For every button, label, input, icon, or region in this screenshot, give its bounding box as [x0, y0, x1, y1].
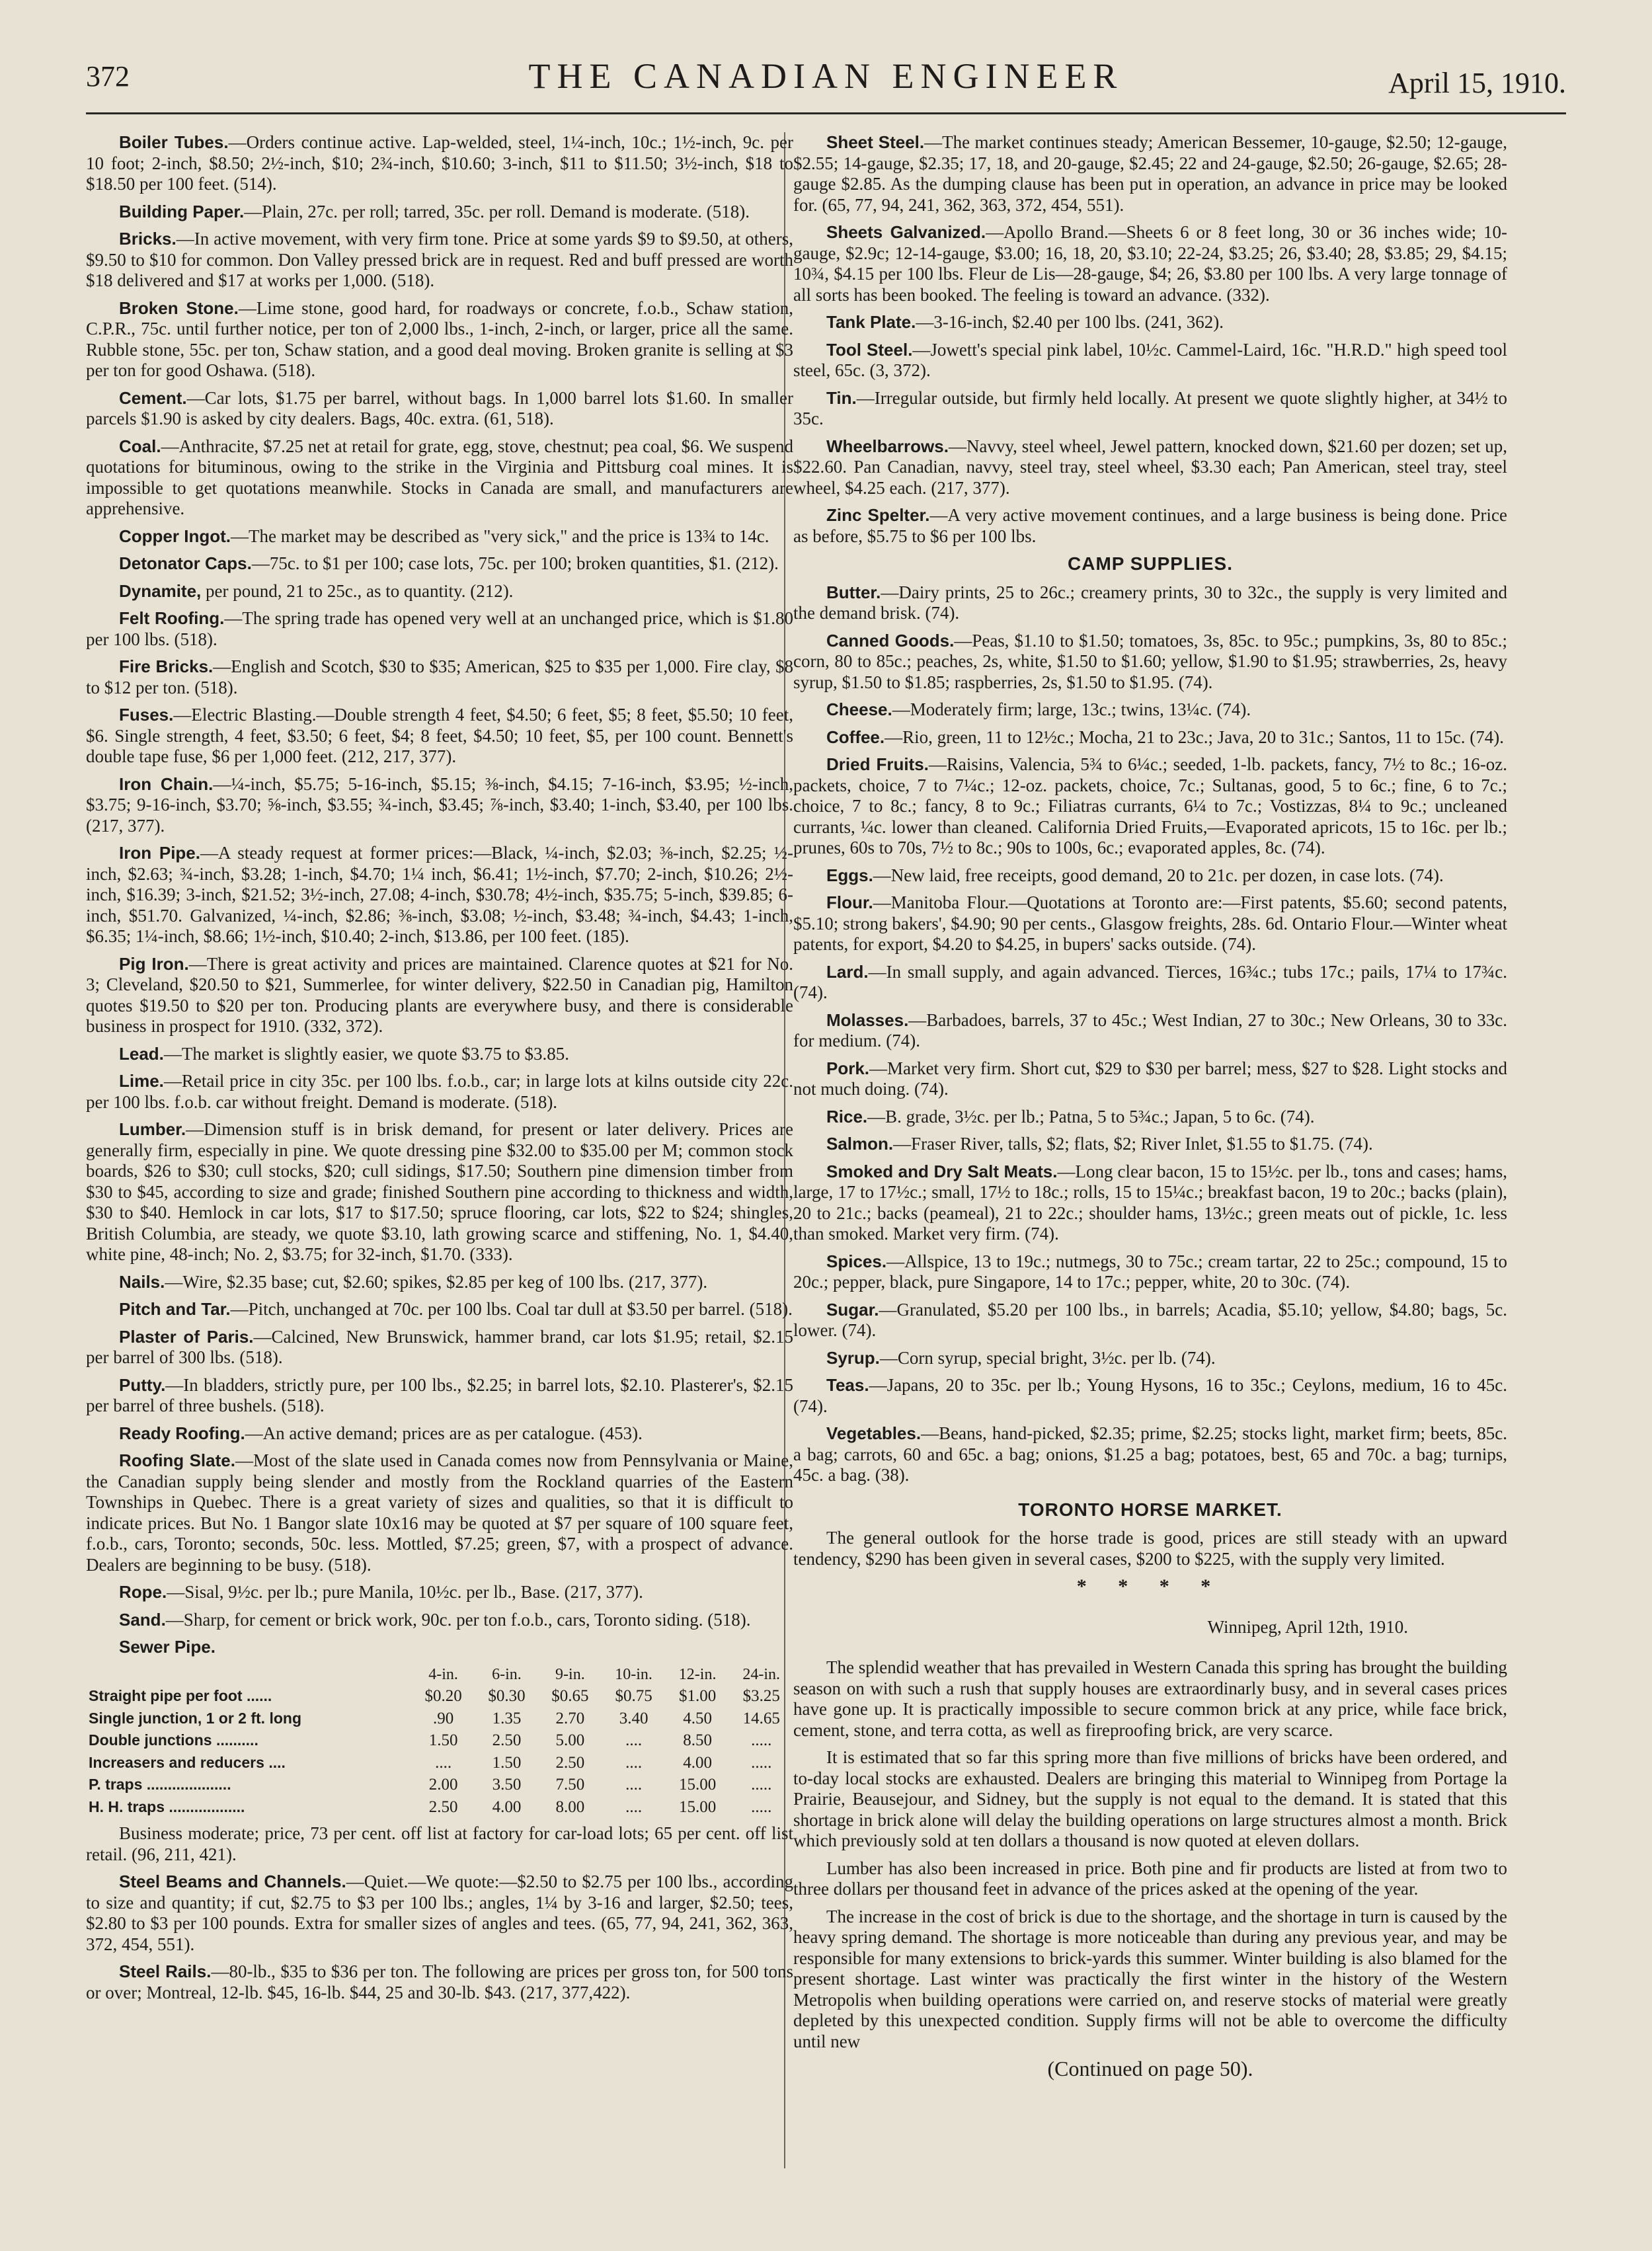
- table-cell: 14.65: [742, 1709, 780, 1727]
- entry-heading: Dynamite,: [119, 580, 202, 601]
- entry-text: —Dimension stuff is in brisk demand, for present or later delivery. Prices are generally firm, especially in pine. We quote dressing pine $32.00 to $35.00 per M; common stock boards, $26 to $30; cull stocks, $20; cull sidings, $17.50; Southern pine dimension timber from $30 to $45, according to size and grade; finished Southern pine according to thickness and width, $30 to $40. Hemlock in car lots, $17 to $17.50; spruce flooring, car lots, $22 to $24; shingles, British Columbia, are steady, we quote $3.10, lath growing scarce and stiffening, No. 1, $4.40, white pine, 48-inch; No. 2, $3.75; for 32-inch, $1.70. (333).: [86, 1119, 793, 1264]
- row-label: H. H. traps ..................: [89, 1797, 245, 1815]
- entry-text: —Lime stone, good hard, for roadways or concrete, f.o.b., Schaw station, C.P.R., 75c. until further notice, per ton of 2,000 lbs., 1-inch, 2-inch, or larger, price all the same. Rubble stone, 55c. per ton, Schaw station, and a good deal moving. Broken granite is selling at $3 per ton for good Oshawa. (518).: [86, 297, 793, 380]
- entry-heading: Tin.: [826, 387, 857, 408]
- market-entry: [793, 754, 1507, 859]
- entry-text: —Orders continue active. Lap-welded, steel, 1¼-inch, 10c.; 1½-inch, 9c. per 10 foot; 2-inch, $8.50; 2½-inch, $10; 2¾-inch, $10.60; 3-inch, $11 to $11.50; 3½-inch, $18 to $18.50 per 100 feet. (514).: [86, 132, 793, 194]
- entry-text: —Corn syrup, special bright, 3½c. per lb. (74).: [879, 1347, 1216, 1368]
- table-header-cell: 12-in.: [678, 1665, 717, 1683]
- market-entry: [793, 222, 1507, 305]
- entry-text: —Peas, $1.10 to $1.50; tomatoes, 3s, 85c. to 95c.; pumpkins, 3s, 80 to 85c.; corn, 80 to 85c.; peaches, 2s, white, $1.50 to $1.60; yellow, $1.90 to $1.95; strawberries, 2s, heavy syrup, $1.50 to $1.85; raspberries, 2s, $1.50 to $1.95. (74).: [793, 630, 1507, 692]
- table-row: [86, 1708, 793, 1730]
- entry-text: —Quiet.—We quote:—$2.50 to $2.75 per 100 lbs., according to size and quantity; if cut, $2.75 to $3 per 100 lbs.; angles, 1¼ by 3-16 and larger, $2.50; tees, $2.80 to $3 per 100 pounds. Extra for smaller sizes of angles and tees. (65, 77, 94, 241, 362, 363, 372, 454, 551).: [86, 1872, 793, 1954]
- market-entry: [793, 699, 1507, 721]
- paragraph: The increase in the cost of brick is due to the shortage, and the shortage in turn is caused by the heavy spring demand. The shortage is more noticeable than during any previous year, and may be responsible for many extensions to brick-yards this summer. Winter building is also blamed for the present shortage. Last winter was practically the first winter in the history of the Western Metropolis when building operations were carried on, and reserve stocks of material were greatly depleted by this unexpected condition. Supply firms will not be able to overcome the difficulty until new: [793, 1906, 1507, 2051]
- entry-heading: Salmon.: [826, 1134, 894, 1154]
- entry-heading: Copper Ingot.: [119, 526, 231, 546]
- market-entries-left: [86, 132, 793, 1630]
- entry-text: —80-lb., $35 to $36 per ton. The following are prices per gross ton, for 500 tons or over; Montreal, 12-lb. $45, 16-lb. $44, 25 and 30-lb. $43. (217, 377,422).: [86, 1961, 794, 2002]
- market-entry: [86, 553, 793, 574]
- table-cell: 15.00: [679, 1776, 717, 1794]
- entry-heading: Iron Pipe.: [119, 843, 200, 863]
- entry-text: —B. grade, 3½c. per lb.; Patna, 5 to 5¾c.; Japan, 5 to 6c. (74).: [867, 1106, 1315, 1126]
- entry-heading: Dried Fruits.: [826, 754, 929, 774]
- table-cell: ....: [625, 1731, 643, 1749]
- market-entry: [793, 340, 1507, 381]
- sewer-pipe-note: Business moderate; price, 73 per cent. off list at factory for car-load lots; 65 per cent. off list retail. (96, 211, 421).: [86, 1823, 793, 1864]
- entry-text: —Plain, 27c. per roll; tarred, 35c. per roll. Demand is moderate. (518).: [244, 201, 750, 221]
- entry-text: —In bladders, strictly pure, per 100 lbs., $2.25; in barrel lots, $2.10. Plasterer's, $2.15 per barrel of three bushels. (518).: [86, 1374, 793, 1415]
- entry-text: —Irregular outside, but firmly held locally. At present we quote slightly higher, at 34½ to 35c.: [793, 387, 1507, 428]
- entry-heading: Wheelbarrows.: [826, 436, 949, 456]
- market-entry: [86, 1044, 793, 1065]
- entry-text: —Beans, hand-picked, $2.35; prime, $2.25; stocks light, market firm; beets, 85c. a bag; carrots, 60 and 65c. a bag; onions, $1.25 a bag; potatoes, best, 65 and 70c. a bag; turnips, 45c. a bag. (38).: [793, 1423, 1507, 1485]
- market-entry: [793, 1058, 1507, 1100]
- table-cell: .90: [432, 1709, 454, 1727]
- entry-heading: Coffee.: [826, 727, 885, 747]
- market-entry: [793, 727, 1507, 748]
- entry-heading: Cement.: [119, 387, 187, 408]
- market-entry: [86, 774, 793, 837]
- table-cell: 15.00: [679, 1797, 717, 1816]
- table-row: [86, 1774, 793, 1796]
- journal-title: THE CANADIAN ENGINEER: [528, 56, 1124, 96]
- market-entry: [86, 229, 793, 292]
- table-cell: 1.50: [492, 1753, 522, 1772]
- entry-heading: Boiler Tubes.: [119, 132, 229, 152]
- market-entry: [86, 132, 793, 195]
- table-cell: .....: [751, 1731, 772, 1749]
- market-entry: [86, 436, 793, 520]
- entry-heading: Teas.: [826, 1375, 869, 1395]
- row-label: Double junctions ..........: [89, 1731, 258, 1749]
- table-row: [86, 1729, 793, 1752]
- entry-text: —Calcined, New Brunswick, hammer brand, car lots $1.95; retail, $2.15 per barrel of 300 lbs. (518).: [86, 1326, 793, 1367]
- entry-text: —Car lots, $1.75 per barrel, without bags. In 1,000 barrel lots $1.60. In smaller parcels $1.90 is asked by city dealers. Bags, 40c. extra. (61, 518).: [86, 387, 793, 428]
- page-number: 372: [86, 60, 130, 93]
- entry-heading: Fuses.: [119, 705, 174, 725]
- row-label: Single junction, 1 or 2 ft. long: [89, 1709, 301, 1727]
- entry-heading: Vegetables.: [826, 1423, 922, 1443]
- left-column: [86, 132, 793, 2010]
- market-entry: [793, 312, 1507, 333]
- entry-heading: Lime.: [119, 1071, 164, 1091]
- entry-text: —Anthracite, $7.25 net at retail for grate, egg, stove, chestnut; pea coal, $6. We suspend quotations for bituminous, owing to the strike in the Virginia and Pittsburg coal mines. It is impossible to get quotations meanwhile. Stocks in Canada are small, and manufacturers are apprehensive.: [86, 436, 793, 518]
- paragraph: The splendid weather that has prevailed in Western Canada this spring has brought the building season on with such a rush that supply houses are extraordinarly busy, and in several cases prices have gone up. It is practically impossible to secure common brick at any price, while face brick, cement, stone, and terra cotta, as well as fireproofing brick, are very scarce.: [793, 1657, 1507, 1740]
- entry-text: —Most of the slate used in Canada comes now from Pennsylvania or Maine, the Canadian supply being slender and mostly from the Rockland quarries of the Eastern Townships in Quebec. There is a great variety of sizes and qualities, so that it is difficult to indicate prices. But No. 1 Bangor slate 10x16 may be quoted at $7 per square of 100 square feet, f.o.b., cars, Toronto; seconds, 50c. less. Mottled, $7.25; green, $7, with a prospect of advance. Dealers are beginning to be busy. (518).: [86, 1450, 793, 1575]
- market-entries-left-tail: [86, 1872, 793, 2003]
- entry-text: —The market continues steady; American Bessemer, 10-gauge, $2.50; 12-gauge, $2.55; 14-gauge, $2.35; 17, 18, and 20-gauge, $2.45; 22 and 24-gauge, $2.50; 26-gauge, $2.65; 28-gauge $2.85. As the dumping clause has been put in operation, an advance in price may be looked for. (65, 77, 94, 241, 362, 363, 372, 454, 551).: [793, 132, 1507, 215]
- entry-text: —There is great activity and prices are maintained. Clarence quotes at $21 for No. 3; Cleveland, $20.50 to $21, Summerlee, for winter delivery, $22.50 in Canadian pig, Hamilton quotes $19.50 to $20 per ton. Producing plants are everywhere busy, and there is considerable business in prospect for 1910. (332, 372).: [86, 953, 793, 1036]
- entry-heading: Smoked and Dry Salt Meats.: [826, 1161, 1058, 1181]
- entry-text: —Moderately firm; large, 13c.; twins, 13¼c. (74).: [892, 699, 1251, 719]
- table-cell: 1.50: [428, 1731, 458, 1749]
- entry-heading: Sheet Steel.: [826, 132, 925, 152]
- table-header-cell: 9-in.: [555, 1665, 585, 1683]
- table-cell: .....: [751, 1797, 772, 1816]
- entry-heading: Butter.: [826, 582, 881, 602]
- entry-heading: Plaster of Paris.: [119, 1326, 254, 1347]
- entry-text: —Raisins, Valencia, 5¾ to 6¼c.; seeded, 1-lb. packets, fancy, 7½ to 8c.; 16-oz. packets, choice, 7 to 7¼c.; 12-oz. packets, choice, 7c.; Sultanas, good, 5 to 6c.; fine, 6 to 7c.; choice, 7 to 8c.; fancy, 8 to 9c.; Filiatras currants, 6¼ to 7c.; Vostizzas, 8¼ to 9c.; uncleaned currants, ¼c. lower than cleaned. California Dried Fruits,—Evaporated apricots, 15 to 16c. per lb.; prunes, 60s to 70s, 7½ to 8c.; 90s to 100s, 6c.; evaporated apples, 8c. (74).: [793, 754, 1507, 857]
- entry-text: —Retail price in city 35c. per 100 lbs. f.o.b., car; in large lots at kilns outside city 22c. per 100 lbs. f.o.b. car without freight. Demand is moderate. (518).: [86, 1071, 793, 1112]
- market-entry: [86, 1375, 793, 1417]
- section-separator-stars: * * * *: [1076, 1575, 1224, 1597]
- entry-heading: Flour.: [826, 892, 873, 912]
- market-entry: [793, 582, 1507, 624]
- table-cell: ....: [435, 1753, 452, 1772]
- entry-text: —Dairy prints, 25 to 26c.; creamery prints, 30 to 32c., the supply is very limited and the demand brisk. (74).: [793, 582, 1507, 623]
- entry-text: —Allspice, 13 to 19c.; nutmegs, 30 to 75c.; cream tartar, 22 to 25c.; compound, 15 to 20c.; pepper, black, pure Singapore, 14 to 17c.; pepper, white, 20 to 30c. (74).: [793, 1251, 1507, 1292]
- winnipeg-dateline: Winnipeg, April 12th, 1910.: [1207, 1616, 1408, 1637]
- market-entry: [793, 962, 1507, 1004]
- entry-text: —Sisal, 9½c. per lb.; pure Manila, 10½c. per lb., Base. (217, 377).: [167, 1582, 643, 1602]
- entry-heading: Sheets Galvanized.: [826, 222, 986, 242]
- market-entry: [86, 608, 793, 650]
- entry-heading: Cheese.: [826, 699, 892, 719]
- horse-market-title: TORONTO HORSE MARKET.: [1018, 1499, 1282, 1520]
- winnipeg-report: [793, 1657, 1507, 2052]
- table-row: [86, 1796, 793, 1819]
- entry-heading: Detonator Caps.: [119, 553, 252, 573]
- entry-text: —The market is slightly easier, we quote $3.75 to $3.85.: [163, 1043, 569, 1064]
- entry-text: —Pitch, unchanged at 70c. per 100 lbs. Coal tar dull at $3.50 per barrel. (518).: [230, 1299, 793, 1319]
- entry-text: —Electric Blasting.—Double strength 4 feet, $4.50; 6 feet, $5; 8 feet, $5.50; 10 feet, $6. Single strength, 4 feet, $3.50; 6 feet, $4; 8 feet, $4.50; 10 feet, $5, per 100 count. Bennett's double tape fuse, $6 per 1,000 feet. (212, 217, 377).: [86, 705, 793, 766]
- table-row: [86, 1685, 793, 1708]
- market-entry: [86, 388, 793, 430]
- entry-text: —75c. to $1 per 100; case lots, 75c. per 100; broken quantities, $1. (212).: [251, 553, 779, 573]
- market-entry: [86, 656, 793, 698]
- entry-text: —English and Scotch, $30 to $35; American, $25 to $35 per 1,000. Fire clay, $8 to $12 per ton. (518).: [86, 656, 793, 697]
- entry-text: —An active demand; prices are as per catalogue. (453).: [245, 1423, 643, 1443]
- table-cell: 2.70: [555, 1709, 585, 1727]
- table-cell: 7.50: [555, 1776, 585, 1794]
- table-header-cell: 4-in.: [428, 1665, 458, 1683]
- row-label: Straight pipe per foot ......: [89, 1687, 272, 1704]
- sewer-pipe-table: [86, 1665, 793, 1819]
- market-entry: [793, 1251, 1507, 1293]
- entry-text: —In active movement, with very firm tone. Price at some yards $9 to $9.50, at others, $9.50 to $10 for common. Don Valley pressed brick are in request. Red and buff pressed are worth $18 delivered and $17 at works per 1,000. (518).: [86, 229, 793, 290]
- entry-text: —New laid, free receipts, good demand, 20 to 21c. per dozen, in case lots. (74).: [873, 865, 1444, 885]
- camp-supplies-entries: [793, 582, 1507, 1486]
- entry-heading: Tool Steel.: [826, 339, 913, 360]
- entry-heading: Putty.: [119, 1374, 166, 1395]
- table-cell: 4.00: [683, 1753, 713, 1772]
- entry-heading: Lumber.: [119, 1119, 186, 1139]
- market-entry: [86, 1272, 793, 1293]
- entry-heading: Sewer Pipe.: [119, 1637, 216, 1657]
- table-cell: ....: [625, 1797, 643, 1816]
- entry-heading: Steel Rails.: [119, 1961, 212, 1981]
- entry-heading: Spices.: [826, 1251, 887, 1271]
- table-cell: 8.50: [683, 1731, 713, 1749]
- market-entry: [793, 865, 1507, 887]
- market-entry: [793, 436, 1507, 499]
- entry-text: —Market very firm. Short cut, $29 to $30 per barrel; mess, $27 to $28. Light stocks and not much doing. (74).: [793, 1058, 1507, 1099]
- market-entry: [793, 1010, 1507, 1052]
- entry-heading: Pork.: [826, 1058, 870, 1078]
- market-entry: [86, 1327, 793, 1368]
- market-entries-right: [793, 132, 1507, 547]
- entry-text: —Granulated, $5.20 per 100 lbs., in barrels; Acadia, $5.10; yellow, $4.80; bags, 5c. lower. (74).: [793, 1299, 1507, 1340]
- market-entry: [793, 132, 1507, 216]
- entry-heading: Rope.: [119, 1582, 167, 1602]
- market-entry: [86, 1071, 793, 1113]
- market-entry: [86, 1961, 793, 2003]
- entry-heading: Lead.: [119, 1043, 164, 1064]
- market-entry: [86, 1299, 793, 1320]
- entry-heading: Syrup.: [826, 1347, 880, 1368]
- entry-heading: Lard.: [826, 961, 869, 982]
- entry-text: —Rio, green, 11 to 12½c.; Mocha, 21 to 23c.; Java, 20 to 31c.; Santos, 11 to 15c. (74).: [885, 727, 1504, 747]
- entry-heading: Pig Iron.: [119, 953, 189, 974]
- entry-heading: Steel Beams and Channels.: [119, 1872, 346, 1891]
- entry-text: —Japans, 20 to 35c. per lb.; Young Hysons, 16 to 35c.; Ceylons, medium, 16 to 45c. (74).: [793, 1375, 1507, 1416]
- market-entry: [86, 581, 793, 602]
- horse-market-text: The general outlook for the horse trade is good, prices are still steady with an upward tendency, $290 has been given in several cases, $200 to $225, with the supply very limited.: [793, 1528, 1507, 1569]
- entry-text: —A very active movement continues, and a large business is being done. Price as before, $5.75 to $6 per 100 lbs.: [793, 505, 1508, 546]
- table-cell: 2.00: [428, 1776, 458, 1794]
- table-header-cell: 24-in.: [742, 1665, 781, 1683]
- paragraph: Lumber has also been increased in price. Both pine and fir products are listed at from two to three dollars per thousand feet in advance of the prices asked at the opening of the year.: [793, 1858, 1507, 1899]
- row-label: P. traps ....................: [89, 1776, 231, 1793]
- entry-text: —Wire, $2.35 base; cut, $2.60; spikes, $2.85 per keg of 100 lbs. (217, 377).: [165, 1271, 708, 1292]
- entry-heading: Ready Roofing.: [119, 1423, 245, 1443]
- entry-heading: Pitch and Tar.: [119, 1299, 231, 1319]
- market-entry: [793, 388, 1507, 430]
- market-entry: [86, 1423, 793, 1444]
- entry-text: —A steady request at former prices:—Black, ¼-inch, $2.03; ⅜-inch, $2.25; ½-inch, $2.63; ¾-inch, $3.28; 1-inch, $4.70; 1¼ inch, $6.41; 1½-inch, $7.70; 2-inch, $10.26; 2½-inch, $16.39; 3-inch, $21.52; 3½-inch, 27.08; 4-inch, $30.78; 4½-inch, $35.75; 5-inch, $39.85; 6-inch, $51.70. Galvanized, ¼-inch, $2.86; ⅜-inch, $3.08; ½-inch, $3.48; ¾-inch, $4.43; 1-inch, $6.35; 1¼-inch, $8.66; 1½-inch, $10.40; 2-inch, $13.86, per 100 feet. (185).: [86, 843, 793, 946]
- market-entry: [86, 1872, 793, 1955]
- entry-heading: Iron Chain.: [119, 773, 214, 794]
- market-entry: [86, 1610, 793, 1631]
- entry-heading: Rice.: [826, 1106, 868, 1126]
- market-entry: [86, 1119, 793, 1265]
- market-entry: [793, 1375, 1507, 1417]
- entry-heading: Sugar.: [826, 1299, 879, 1320]
- table-header-cell: 6-in.: [492, 1665, 522, 1683]
- entry-text: —Sharp, for cement or brick work, 90c. per ton f.o.b., cars, Toronto siding. (518).: [165, 1609, 751, 1630]
- table-cell: 4.00: [492, 1797, 522, 1816]
- right-column: [793, 132, 1507, 2080]
- table-cell: 4.50: [683, 1709, 713, 1727]
- table-cell: ....: [625, 1753, 643, 1772]
- market-entry: [86, 526, 793, 547]
- entry-heading: Molasses.: [826, 1009, 909, 1030]
- entry-heading: Nails.: [119, 1271, 165, 1292]
- entry-text: —In small supply, and again advanced. Tierces, 16¾c.; tubs 17c.; pails, 17¼ to 17¾c. (74).: [793, 961, 1507, 1002]
- entry-heading: Tank Plate.: [826, 312, 916, 332]
- table-cell: 3.40: [619, 1709, 649, 1727]
- table-cell: 5.00: [555, 1731, 585, 1749]
- market-entry: [86, 1582, 793, 1603]
- entry-text: —Apollo Brand.—Sheets 6 or 8 feet long, 30 or 36 inches wide; 10-gauge, $2.9c; 12-14-gauge, $3.00; 16, 18, 20, $3.10; 22-24, $3.25; 26, $3.40; 28, $3.85; 29, $4.15; 10¾, $4.15 per 100 lbs. Fleur de Lis—28-gauge, $4; 26, $3.80 per 100 lbs. A very large tonnage of all sorts has been booked. The feeling is toward an advance. (332).: [793, 222, 1507, 305]
- market-entry: [793, 892, 1507, 955]
- entry-heading: Eggs.: [826, 865, 873, 885]
- sewer-pipe-entry: [86, 1637, 793, 1658]
- market-entry: [793, 1348, 1507, 1369]
- table-cell: $0.30: [488, 1687, 526, 1705]
- entry-heading: Felt Roofing.: [119, 608, 225, 628]
- entry-text: —Navvy, steel wheel, Jewel pattern, knocked down, $21.60 per dozen; set up, $22.60. Pan Canadian, navvy, steel tray, steel wheel, $3.30 each; Pan American, steel tray, steel wheel, $4.25 each. (217, 377).: [793, 436, 1507, 498]
- market-entry: [793, 631, 1507, 693]
- table-cell: 8.00: [555, 1797, 585, 1816]
- market-entry: [86, 954, 793, 1037]
- table-cell: $0.20: [424, 1687, 462, 1705]
- table-header-cell: 10-in.: [615, 1665, 652, 1683]
- entry-text: —Long clear bacon, 15 to 15½c. per lb., tons and cases; hams, large, 17 to 17½c.; small, 17½ to 18c.; rolls, 15 to 15¼c.; breakfast bacon, 19 to 20c.; backs (plain), 20 to 21c.; backs (peameal), 21 to 22c.; shoulder hams, 13½c.; green meats out of pickle, 1c. less than smoked. Market very firm. (74).: [793, 1161, 1507, 1244]
- market-entry: [86, 202, 793, 223]
- entry-text: —Barbadoes, barrels, 37 to 45c.; West Indian, 27 to 30c.; New Orleans, 30 to 33c. for medium. (74).: [793, 1009, 1507, 1050]
- entry-text: —Manitoba Flour.—Quotations at Toronto are:—First patents, $5.60; second patents, $5.10; strong bakers', $4.90; 90 per cents., Glasgow freights, 28s. 6d. Ontario Flour.—Winter wheat patents, for export, $4.20 to $4.25, in bupers' sacks outside. (74).: [793, 892, 1507, 954]
- table-header-cell: [86, 1665, 412, 1686]
- table-cell: $3.25: [742, 1687, 780, 1705]
- table-cell: 2.50: [492, 1731, 522, 1749]
- market-entry: [793, 505, 1507, 547]
- row-label: Increasers and reducers ....: [89, 1753, 286, 1771]
- table-cell: .....: [751, 1776, 772, 1794]
- entry-heading: Building Paper.: [119, 201, 245, 221]
- entry-text: —The spring trade has opened very well at an unchanged price, which is $1.80 per 100 lbs. (518).: [86, 608, 794, 649]
- table-cell: 1.35: [492, 1709, 522, 1727]
- entry-text: —Jowett's special pink label, 10½c. Cammel-Laird, 16c. "H.R.D." high speed tool steel, 65c. (3, 372).: [793, 339, 1507, 380]
- entry-text: —¼-inch, $5.75; 5-16-inch, $5.15; ⅜-inch, $4.15; 7-16-inch, $3.95; ½-inch, $3.75; 9-16-inch, $3.70; ⅝-inch, $3.55; ¾-inch, $3.45; ⅞-inch, $3.40; 1-inch, $3.40, per 100 lbs. (217, 377).: [86, 773, 793, 836]
- entry-heading: Broken Stone.: [119, 297, 239, 318]
- issue-date: April 15, 1910.: [1388, 67, 1566, 99]
- table-cell: $0.75: [615, 1687, 652, 1705]
- market-entry: [86, 1450, 793, 1575]
- table-cell: ....: [625, 1776, 643, 1794]
- market-entry: [86, 298, 793, 381]
- entry-heading: Roofing Slate.: [119, 1450, 235, 1470]
- entry-text: —Fraser River, talls, $2; flats, $2; River Inlet, $1.55 to $1.75. (74).: [893, 1134, 1373, 1154]
- table-cell: 2.50: [428, 1797, 458, 1816]
- entry-text: —The market may be described as "very sick," and the price is 13¾ to 14c.: [230, 526, 769, 546]
- market-entry: [793, 1300, 1507, 1341]
- page-header: [86, 46, 1566, 114]
- paragraph: It is estimated that so far this spring more than five millions of bricks have been ordered, and to-day local stocks are exhausted. Dealers are bringing this material to Winnipeg from Portage la Prairie, Beausejour, and Sidney, but the supply is not equal to the demand. It is stated that this shortage in brick alone will delay the building operations on large structures almost a month. Brick which previously sold at ten dollars a thousand is now quoted at eleven dollars.: [793, 1747, 1507, 1850]
- camp-supplies-title: CAMP SUPPLIES.: [1068, 553, 1233, 574]
- entry-heading: Zinc Spelter.: [826, 505, 930, 525]
- continued-notice: (Continued on page 50).: [1047, 2057, 1253, 2080]
- entry-heading: Fire Bricks.: [119, 656, 214, 676]
- entry-heading: Sand.: [119, 1609, 166, 1630]
- market-entry: [86, 705, 793, 768]
- market-entry: [793, 1134, 1507, 1155]
- entry-text: per pound, 21 to 25c., as to quantity. (212).: [201, 580, 514, 601]
- table-cell: 2.50: [555, 1753, 585, 1772]
- table-cell: .....: [751, 1753, 772, 1772]
- market-entry: [793, 1423, 1507, 1486]
- table-cell: 3.50: [492, 1776, 522, 1794]
- market-entry: [793, 1107, 1507, 1128]
- entry-text: —3-16-inch, $2.40 per 100 lbs. (241, 362).: [916, 312, 1224, 332]
- market-entry: [86, 843, 793, 947]
- table-cell: $1.00: [679, 1687, 717, 1705]
- entry-heading: Coal.: [119, 436, 161, 456]
- entry-heading: Bricks.: [119, 229, 177, 249]
- table-row: [86, 1752, 793, 1774]
- entry-heading: Canned Goods.: [826, 630, 955, 651]
- market-entry: [793, 1162, 1507, 1245]
- table-cell: $0.65: [551, 1687, 589, 1705]
